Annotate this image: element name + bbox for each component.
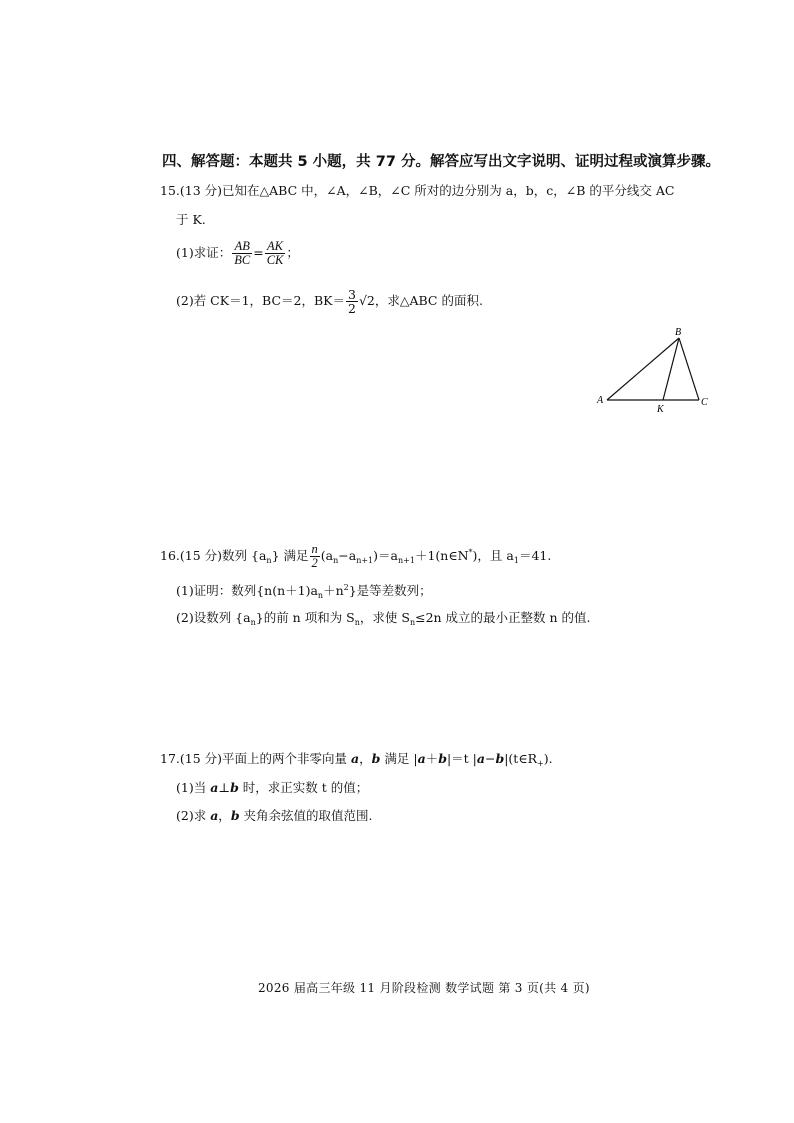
vector-b: b: [230, 780, 239, 795]
vector-a: a: [210, 780, 219, 795]
q16-stem: [160, 543, 551, 570]
fraction-denominator: CK: [266, 253, 284, 268]
q17-text: |(t∈R: [504, 751, 537, 766]
label-a: A: [597, 395, 604, 406]
q15-stem-line2: 于 K.: [176, 212, 206, 227]
vector-b: b: [230, 808, 240, 823]
q16-number: 16.: [160, 548, 180, 564]
q16-text: )，且 a: [472, 548, 514, 564]
q17-part1-text: (1)当: [176, 780, 211, 795]
q17-part1: [176, 778, 368, 796]
segment-ab: [607, 338, 679, 400]
subscript: n: [250, 618, 256, 627]
vector-a: a: [351, 751, 360, 766]
page-footer: 2026 届高三年级 11 月阶段检测 数学试题 第 3 页(共 4 页): [258, 981, 590, 995]
vector-b: b: [495, 751, 505, 766]
fraction-denominator: 2: [311, 556, 318, 571]
q17-stem: [160, 749, 553, 768]
q17-part2-text: ，: [218, 808, 231, 823]
q15-part2-end: ，求△ABC 的面积.: [374, 293, 483, 309]
q16-score: (15 分): [179, 548, 223, 564]
subscript: n+1: [398, 556, 415, 566]
vector-a: a: [210, 808, 219, 823]
q17-part1-text: ⊥: [218, 780, 231, 795]
q15-part2-label: (2)若 CK＝1，BC＝2，BK＝: [176, 293, 345, 309]
q17-text: |＝t |: [446, 751, 477, 766]
label-k: K: [657, 404, 664, 415]
q17-part2-text: 夹角余弦值的取值范围.: [239, 808, 373, 823]
q16-text: ＋1(n∈N: [414, 548, 469, 564]
subscript: +: [536, 759, 544, 768]
q17-text: ，: [359, 751, 372, 766]
q16-text: 数列 {a: [222, 548, 267, 564]
subscript: n+1: [356, 556, 374, 566]
subscript: n: [266, 556, 272, 566]
label-b: B: [675, 327, 682, 338]
q16-part1-text: }是等差数列；: [348, 583, 432, 598]
q16-part2: [176, 608, 591, 627]
subscript: n: [409, 618, 416, 627]
fraction-numerator: AK: [265, 240, 286, 254]
superscript: 2: [343, 583, 349, 592]
superscript: *: [468, 548, 473, 558]
vector-a: a: [476, 751, 485, 766]
q15-part1: [176, 240, 299, 267]
fraction-numerator: 3: [348, 287, 356, 302]
q17-part2-text: (2)求: [176, 808, 211, 823]
vector-a: a: [417, 751, 426, 766]
fraction-ab-bc: [232, 240, 252, 267]
subscript: n: [354, 618, 360, 627]
q15-score: (13 分): [179, 183, 223, 198]
q17-number: 17.: [160, 751, 180, 766]
q16-part2-text: (2)设数列 {a: [176, 610, 251, 625]
label-c: C: [701, 397, 708, 408]
q15-number: 15.: [160, 183, 180, 198]
q17-text: ).: [543, 751, 553, 766]
q15-part1-end: ；: [286, 245, 299, 261]
fraction-3-2: [346, 288, 358, 315]
subscript: 1: [513, 556, 519, 566]
fraction-numerator: n: [311, 542, 318, 556]
q17-text: 平面上的两个非零向量: [222, 751, 352, 766]
q15-stem-text: 已知在△ABC 中，∠A，∠B，∠C 所对的边分别为 a，b，c，∠B 的平分线交 AC: [222, 183, 675, 198]
q17-part1-text: 时，求正实数 t 的值；: [238, 780, 369, 795]
q17-text: ＋: [425, 751, 439, 766]
q16-text: −a: [338, 548, 357, 564]
q15-stem-line1: [160, 181, 674, 199]
q16-part2-text: }的前 n 项和为 S: [255, 610, 355, 625]
q16-part1: [176, 581, 432, 600]
fraction-n-2: [310, 543, 320, 570]
q15-part2: [176, 288, 483, 315]
sqrt-2: √2: [358, 293, 375, 309]
q17-text: 满足 |: [380, 751, 418, 766]
q16-part2-text: ，求使 S: [359, 610, 410, 625]
equals-sign: =: [253, 245, 264, 261]
q15-part1-label: (1)求证：: [176, 245, 232, 261]
fraction-numerator: AB: [232, 240, 252, 254]
fraction-denominator: 2: [348, 301, 356, 317]
subscript: n: [317, 591, 324, 600]
vector-b: b: [438, 751, 447, 766]
fraction-denominator: BC: [234, 253, 251, 268]
segment-bk: [663, 338, 679, 400]
q17-part2: [176, 806, 373, 824]
fraction-ak-ck: [265, 240, 286, 267]
q16-text: )＝a: [373, 548, 398, 564]
q16-text: ＝41.: [518, 548, 552, 564]
q16-text: } 满足: [271, 548, 309, 564]
vector-b: b: [371, 751, 381, 766]
section-title: 四、解答题：本题共 5 小题，共 77 分。解答应写出文字说明、证明过程或演算步骤。: [162, 154, 720, 170]
q16-part1-text: (1)证明：数列{n(n＋1)a: [176, 583, 318, 598]
q16-text: (a: [320, 548, 334, 564]
q16-part1-text: ＋n: [323, 583, 344, 598]
q16-part2-text: ≤2n 成立的最小正整数 n 的值.: [415, 610, 591, 625]
triangle-figure: [595, 324, 715, 416]
subscript: n: [333, 556, 339, 566]
segment-bc: [679, 338, 699, 400]
q17-score: (15 分): [179, 751, 223, 766]
q17-text: −: [484, 751, 496, 766]
